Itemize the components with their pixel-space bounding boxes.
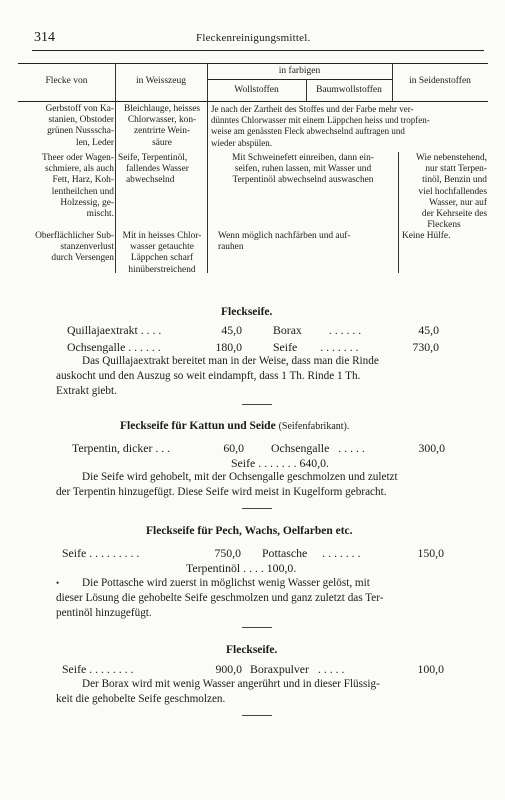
table-cell	[401, 153, 487, 231]
ingredient	[186, 561, 296, 576]
table-col-divider	[115, 63, 116, 273]
cell-line: Mit in heisses Chlor-	[122, 231, 202, 241]
recipe-title: Fleckseife.	[221, 306, 273, 318]
cell-line: Oberflächlicher Sub-	[35, 231, 114, 241]
leader-dots: . . . . .	[317, 662, 345, 676]
table-cell	[117, 231, 207, 276]
section-divider	[242, 715, 272, 716]
cell-line: Seife, Terpentinöl,	[118, 153, 188, 163]
cell-line: tinöl, Benzin und	[422, 175, 487, 186]
ingredient-name: Pottasche	[262, 546, 308, 560]
table-cell	[18, 231, 114, 265]
ingredient	[273, 323, 361, 338]
ingredient-name: Boraxpulver	[250, 662, 309, 676]
table-col-divider	[398, 152, 399, 273]
recipe-title: Fleckseife für Pech, Wachs, Oelfarben etc.	[146, 525, 353, 537]
cell-line: Keine Hülfe.	[402, 231, 451, 241]
table-cell	[402, 231, 450, 242]
table-cell	[211, 153, 395, 187]
running-title: Fleckenreinigungsmittel.	[196, 32, 311, 44]
cell-line: nur statt Terpen-	[425, 164, 487, 175]
ingredient-name: Seife	[62, 662, 87, 676]
cell-line: viel hochfallendes	[418, 186, 487, 197]
ingredient-amount: 730,0	[412, 340, 439, 354]
ingredient-amount: 100,0.	[266, 561, 297, 575]
leader-dots: . . . .	[137, 323, 162, 337]
ingredient	[262, 546, 361, 561]
cell-line: Chlorwasser, kon-	[127, 115, 197, 126]
cell-line: Holzessig, ge-	[60, 197, 114, 208]
farbigen-sub-rule	[207, 79, 392, 80]
ingredient-name: Borax	[273, 323, 302, 337]
col-header-baumwollstoffen: Baumwollstoffen	[316, 85, 382, 95]
col-header-seidenstoffen: in Seidenstoffen	[409, 76, 471, 86]
table-cell	[218, 231, 351, 253]
cell-line: schmiere, als auch	[45, 164, 114, 175]
table-top-rule	[18, 63, 488, 64]
cell-line: hinüberstreichend	[128, 264, 196, 275]
recipe-title-text: Fleckseife für Kattun und Seide	[120, 420, 276, 432]
paragraph-line: Die Seife wird gehobelt, mit der Ochsengalle geschmolzen und zuletzt	[82, 471, 398, 483]
cell-line: Fett, Harz, Koh-	[52, 175, 114, 186]
table-cell	[18, 104, 114, 149]
ingredient	[62, 662, 133, 677]
col-header-wollstoffen: Wollstoffen	[234, 85, 279, 95]
recipe-paragraph	[56, 354, 379, 399]
recipe-paragraph	[56, 677, 380, 707]
cell-line: Fleckens	[427, 220, 461, 231]
section-divider	[242, 404, 272, 405]
ingredient-name: Ochsengalle	[67, 340, 126, 354]
leader-dots: . . . . . . . .	[86, 662, 134, 676]
col-header-flecke-von: Flecke von	[45, 76, 88, 86]
cell-line: zentrirte Wein-	[133, 126, 191, 137]
leader-dots: . . . . . . .	[320, 340, 359, 354]
recipe-title	[120, 420, 349, 432]
cell-line: Wenn möglich nachfärben und auf-	[218, 231, 351, 241]
paragraph-line	[56, 576, 383, 591]
ingredient	[250, 662, 344, 677]
ingredient-name: Seife	[231, 456, 256, 470]
col-header-farbigen: in farbigen	[278, 66, 321, 76]
paragraph-line: Extrakt giebt.	[56, 385, 117, 397]
header-rule	[32, 50, 484, 51]
table-cell	[118, 104, 206, 149]
ingredient	[271, 441, 365, 456]
cell-line: stanzenverlust	[60, 242, 114, 253]
cell-line: seifen, ruhen lassen, mit Wasser und	[234, 164, 372, 175]
ingredient	[231, 456, 329, 471]
section-divider	[242, 627, 272, 628]
recipe-subtitle: (Seifenfabrikant).	[278, 421, 350, 432]
ingredient-amount: 100,0	[417, 662, 444, 676]
cell-line: Theer oder Wagen-	[42, 153, 114, 163]
leader-dots: . . . .	[243, 561, 264, 575]
ingredient-amount: 640,0.	[299, 456, 329, 470]
leader-dots: . . .	[152, 441, 171, 455]
ingredient-name: Terpentin, dicker	[72, 441, 153, 455]
cell-line: der Kehrseite des	[421, 209, 487, 220]
paragraph-line: dieser Lösung die gehobelte Seife geschmolzen und ganz zuletzt das Ter-	[56, 592, 384, 604]
leader-dots: . . . . . .	[125, 340, 161, 354]
recipe-title: Fleckseife.	[226, 644, 278, 656]
table-cell	[18, 153, 114, 220]
paragraph-line: der Terpentin hinzugefügt. Diese Seife wird meist in Kugelform gebracht.	[56, 486, 387, 498]
paragraph-line: auskocht und den Auszug so weit eindampft, dass 1 Th. Rinde 1 Th.	[56, 370, 361, 382]
cell-line: Läppchen scharf	[130, 253, 194, 264]
cell-line: Je nach der Zartheit des Stoffes und der Farbe mehr ver-	[211, 104, 414, 114]
table-cell	[118, 153, 206, 187]
table-cell	[211, 104, 430, 149]
ingredient-name: Seife	[273, 340, 298, 354]
cell-line: lentheilchen und	[51, 186, 114, 197]
paragraph-line: Der Borax wird mit wenig Wasser angerührt und in dieser Flüssig-	[82, 678, 380, 690]
cell-line: grünen Nussscha-	[47, 126, 114, 137]
leader-dots: . . . . . . . . .	[86, 546, 140, 560]
cell-line: Wie nebenstehend,	[416, 153, 487, 163]
ingredient-name: Quillajaextrakt	[67, 323, 138, 337]
cell-line: Bleichlauge, heisses	[123, 104, 201, 114]
recipe-paragraph	[56, 576, 383, 621]
cell-line: rauhen	[218, 242, 244, 253]
ingredient-amount: 60,0	[223, 441, 244, 455]
ingredient-amount: 750,0	[214, 546, 241, 560]
cell-line: mischt.	[86, 209, 114, 220]
cell-line: weise am genässten Fleck abwechselnd auftragen und	[211, 126, 405, 137]
paragraph-line: keit die gehobelte Seife geschmolzen.	[56, 693, 226, 705]
ingredient-amount: 180,0	[215, 340, 242, 354]
cell-line: len, Leder	[76, 137, 114, 148]
cell-line: fallendes Wasser	[126, 164, 189, 175]
cell-line: Mit Schweinefett einreiben, dann ein-	[232, 153, 374, 163]
cell-line: Wasser, nur auf	[429, 197, 487, 208]
cell-line: durch Versengen	[51, 253, 114, 264]
section-divider	[242, 508, 272, 509]
leader-dots: . . . . . . .	[322, 546, 361, 560]
ingredient	[67, 323, 161, 338]
cell-line: säure	[152, 137, 172, 148]
ingredient-amount: 45,0	[418, 323, 439, 337]
cell-line: wasser getauchte	[130, 242, 194, 253]
ingredient	[72, 441, 170, 456]
cell-line: abwechselnd	[126, 175, 175, 186]
paragraph-line: pentinöl hinzugefügt.	[56, 607, 152, 619]
page-number: 314	[34, 30, 55, 45]
recipe-paragraph	[56, 470, 398, 500]
ingredient	[67, 340, 161, 355]
ingredient-amount: 150,0	[417, 546, 444, 560]
leader-dots: . . . . . .	[328, 323, 362, 337]
leader-dots: . . . . .	[338, 441, 365, 455]
col-header-weisszeug: in Weisszeug	[136, 76, 186, 86]
table-header-rule	[18, 101, 488, 102]
paragraph-text: Die Pottasche wird zuerst in möglichst wenig Wasser gelöst, mit	[82, 577, 370, 589]
ingredient	[62, 546, 139, 561]
ingredient-amount: 45,0	[221, 323, 242, 337]
cell-line: Gerbstoff von Ka-	[45, 104, 114, 114]
cell-line: dünntes Chlorwasser mit einem Läppchen heiss und tropfen-	[211, 115, 430, 126]
cell-line: Terpentinöl abwechselnd auswaschen	[232, 175, 374, 186]
ingredient-name: Terpentinöl	[186, 561, 241, 575]
ingredient-amount: 300,0	[418, 441, 445, 455]
leader-dots: . . . . . . .	[258, 456, 297, 470]
stray-mark: •	[56, 578, 60, 588]
cell-line: stanien, Obstoder	[48, 115, 114, 126]
ingredient-name: Ochsengalle	[271, 441, 330, 455]
ingredient-name: Seife	[62, 546, 87, 560]
cell-line: wieder abspülen.	[211, 137, 272, 148]
ingredient	[273, 340, 359, 355]
paragraph-line: Das Quillajaextrakt bereitet man in der Weise, dass man die Rinde	[82, 355, 379, 367]
ingredient-amount: 900,0	[215, 662, 242, 676]
